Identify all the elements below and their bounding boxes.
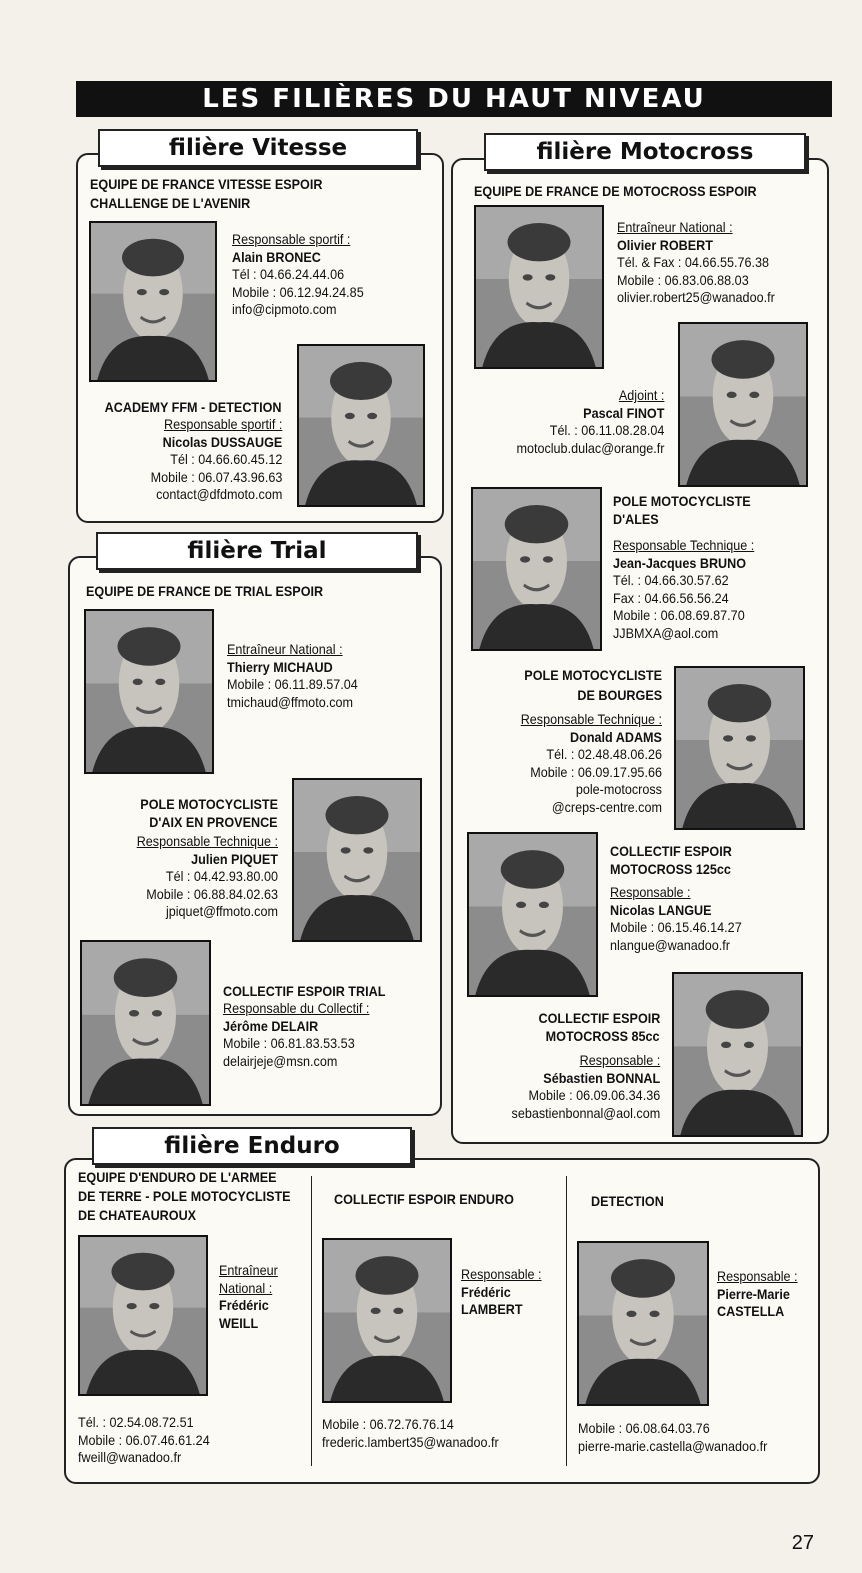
name: Donald ADAMS	[570, 728, 662, 745]
email-1: pole-motocross	[575, 781, 662, 797]
portrait-image	[299, 346, 423, 505]
name: Nicolas DUSSAUGE	[162, 433, 282, 450]
portrait-sebastien-bonnal	[672, 972, 803, 1137]
mobile: Mobile : 06.83.06.88.03	[617, 271, 749, 288]
portrait-alain-bronec	[89, 221, 217, 382]
portrait-image	[82, 942, 209, 1104]
contact-jean-jacques-bruno	[613, 537, 754, 642]
name: Jean-Jacques BRUNO	[613, 554, 747, 571]
portrait-image	[579, 1243, 707, 1404]
pole-bourges-title-2: DE BOURGES	[577, 687, 662, 703]
name-2: CASTELLA	[717, 1303, 785, 1319]
motocross-tab: filière Motocross	[484, 133, 806, 171]
pole-aix-title-1: POLE MOTOCYCLISTE	[140, 796, 278, 812]
contact-donald-adams	[521, 711, 662, 816]
enduro-divider-1	[311, 1176, 312, 1466]
mobile: Mobile : 06.09.17.95.66	[530, 763, 662, 780]
contact-pascal-finot	[516, 387, 664, 457]
page-banner: LES FILIÈRES DU HAUT NIVEAU	[76, 81, 832, 117]
contact-nicolas-langue	[610, 884, 742, 954]
portrait-image	[294, 780, 420, 940]
enduro-col1-title-1: EQUIPE D'ENDURO DE L'ARMEE	[78, 1169, 277, 1185]
enduro-col3-title: DETECTION	[591, 1193, 664, 1209]
portrait-image	[80, 1237, 206, 1394]
portrait-olivier-robert	[474, 205, 604, 369]
mobile: Mobile : 06.12.94.24.85	[232, 283, 364, 300]
portrait-thierry-michaud	[84, 609, 214, 774]
role: Responsable Technique :	[520, 711, 662, 727]
contact-frederic-weill	[78, 1414, 210, 1467]
portrait-image	[676, 668, 803, 828]
role: Entraîneur National :	[227, 641, 343, 657]
portrait-nicolas-langue	[467, 832, 598, 997]
portrait-jerome-delair	[80, 940, 211, 1106]
email: contact@dfdmoto.com	[155, 486, 282, 502]
portrait-julien-piquet	[292, 778, 422, 942]
contact-jerome-delair	[223, 1000, 369, 1070]
portrait-image	[469, 834, 596, 995]
mobile: Mobile : 06.08.64.03.76	[578, 1420, 710, 1436]
mobile: Mobile : 06.07.46.61.24	[78, 1431, 210, 1448]
name: Pascal FINOT	[582, 404, 664, 421]
academy-title: ACADEMY FFM - DETECTION	[105, 399, 282, 415]
pole-bourges-title-1: POLE MOTOCYCLISTE	[524, 667, 662, 683]
role: Responsable Technique :	[136, 833, 278, 849]
contact-frederic-weill-role	[219, 1262, 278, 1332]
motocross-title: EQUIPE DE FRANCE DE MOTOCROSS ESPOIR	[474, 183, 757, 199]
email: sebastienbonnal@aol.com	[511, 1104, 660, 1121]
mobile: Mobile : 06.72.76.76.14	[322, 1416, 454, 1432]
collectif-125-title-2: MOTOCROSS 125cc	[610, 861, 731, 877]
email: fweill@wanadoo.fr	[78, 1449, 182, 1465]
portrait-frederic-weill	[78, 1235, 208, 1396]
contact-thierry-michaud	[227, 641, 358, 711]
portrait-image	[674, 974, 801, 1135]
name: Nicolas LANGUE	[610, 901, 712, 918]
name: Olivier ROBERT	[617, 236, 713, 253]
role: Responsable sportif :	[232, 231, 351, 247]
fax: Fax : 04.66.56.56.24	[613, 589, 729, 606]
portrait-image	[680, 324, 806, 485]
pole-aix-title-2: D'AIX EN PROVENCE	[149, 814, 278, 830]
mobile: Mobile : 06.09.06.34.36	[528, 1087, 660, 1103]
role: Responsable du Collectif :	[223, 1000, 370, 1016]
name: Thierry MICHAUD	[227, 658, 333, 675]
contact-pierre-marie-castella-role	[717, 1268, 798, 1321]
email: motoclub.dulac@orange.fr	[516, 439, 664, 456]
portrait-nicolas-dussauge	[297, 344, 425, 507]
vitesse-title-1: EQUIPE DE FRANCE VITESSE ESPOIR	[90, 176, 323, 192]
enduro-col2-title: COLLECTIF ESPOIR ENDURO	[334, 1191, 514, 1207]
collectif-85-title-1: COLLECTIF ESPOIR	[538, 1010, 660, 1026]
contact-olivier-robert	[617, 219, 775, 307]
email: frederic.lambert35@wanadoo.fr	[322, 1433, 499, 1450]
pole-ales-title-1: POLE MOTOCYCLISTE	[613, 493, 751, 509]
portrait-jean-jacques-bruno	[471, 487, 602, 651]
email: delairjeje@msn.com	[223, 1052, 338, 1069]
email: olivier.robert25@wanadoo.fr	[617, 289, 775, 305]
portrait-image	[86, 611, 212, 772]
name-1: Pierre-Marie	[717, 1285, 790, 1302]
contact-pierre-marie-castella	[578, 1420, 767, 1455]
phone: Tél : 04.66.60.45.12	[169, 451, 282, 467]
role: Responsable Technique :	[613, 537, 755, 553]
enduro-tab: filière Enduro	[92, 1127, 412, 1165]
collectif-85-title-2: MOTOCROSS 85cc	[546, 1028, 660, 1044]
phone: Tél : 04.66.24.44.06	[232, 266, 345, 282]
name-2: WEILL	[219, 1314, 259, 1331]
name: Sébastien BONNAL	[543, 1069, 660, 1086]
pole-ales-title-2: D'ALES	[613, 511, 659, 527]
phone: Tél : 04.42.93.80.00	[165, 868, 278, 884]
contact-nicolas-dussauge	[150, 416, 282, 504]
name-1: Frédéric	[461, 1283, 511, 1300]
portrait-pascal-finot	[678, 322, 808, 487]
phone: Tél. : 06.11.08.28.04	[549, 422, 664, 438]
mobile: Mobile : 06.07.43.96.63	[150, 468, 282, 485]
email-2: @creps-centre.com	[551, 798, 662, 815]
vitesse-tab: filière Vitesse	[98, 129, 418, 167]
role: Responsable sportif :	[163, 416, 282, 432]
mobile: Mobile : 06.08.69.87.70	[613, 607, 745, 623]
mobile: Mobile : 06.15.46.14.27	[610, 919, 742, 935]
email: info@cipmoto.com	[232, 301, 337, 317]
role: Adjoint :	[618, 387, 664, 403]
name: Julien PIQUET	[191, 850, 278, 867]
portrait-pierre-marie-castella	[577, 1241, 709, 1406]
enduro-col1-title-2: DE TERRE - POLE MOTOCYCLISTE	[78, 1188, 291, 1204]
trial-tab: filière Trial	[96, 532, 418, 570]
name-2: LAMBERT	[461, 1301, 523, 1317]
role-1: Entraîneur	[219, 1262, 278, 1278]
role: Responsable :	[579, 1052, 660, 1068]
email: tmichaud@ffmoto.com	[227, 693, 354, 710]
portrait-frederic-lambert	[322, 1238, 452, 1403]
name-1: Frédéric	[219, 1297, 269, 1313]
mobile: Mobile : 06.81.83.53.53	[223, 1035, 355, 1051]
phone: Tél. : 02.48.48.06.26	[546, 746, 662, 762]
contact-sebastien-bonnal	[511, 1052, 660, 1122]
page-number: 27	[791, 1532, 814, 1554]
email: jpiquet@ffmoto.com	[165, 903, 278, 919]
contact-alain-bronec	[232, 231, 364, 319]
trial-title: EQUIPE DE FRANCE DE TRIAL ESPOIR	[86, 583, 324, 599]
role: Responsable :	[610, 884, 691, 900]
contact-frederic-lambert-role	[461, 1266, 542, 1319]
vitesse-title-2: CHALLENGE DE L'AVENIR	[90, 195, 251, 211]
phone: Tél. : 02.54.08.72.51	[78, 1414, 194, 1430]
email: JJBMXA@aol.com	[613, 624, 719, 641]
role-2: National :	[219, 1279, 273, 1296]
mobile: Mobile : 06.11.89.57.04	[227, 676, 358, 692]
role: Responsable :	[461, 1266, 542, 1282]
phone: Tél. : 04.66.30.57.62	[613, 572, 729, 588]
name: Jérôme DELAIR	[223, 1017, 319, 1034]
role: Entraîneur National :	[617, 219, 733, 235]
enduro-divider-2	[566, 1176, 567, 1466]
email: pierre-marie.castella@wanadoo.fr	[578, 1437, 768, 1454]
contact-frederic-lambert	[322, 1416, 499, 1451]
portrait-image	[91, 223, 215, 380]
role: Responsable :	[717, 1268, 798, 1284]
enduro-col1-title-3: DE CHATEAUROUX	[78, 1207, 197, 1223]
mobile: Mobile : 06.88.84.02.63	[146, 885, 278, 902]
collectif-125-title-1: COLLECTIF ESPOIR	[610, 843, 732, 859]
phone: Tél. & Fax : 04.66.55.76.38	[617, 254, 770, 270]
collectif-trial-title: COLLECTIF ESPOIR TRIAL	[223, 983, 386, 999]
portrait-donald-adams	[674, 666, 805, 830]
name: Alain BRONEC	[232, 248, 321, 265]
email: nlangue@wanadoo.fr	[610, 936, 730, 953]
contact-julien-piquet	[137, 833, 278, 921]
portrait-image	[324, 1240, 450, 1401]
portrait-image	[476, 207, 602, 367]
portrait-image	[473, 489, 600, 649]
